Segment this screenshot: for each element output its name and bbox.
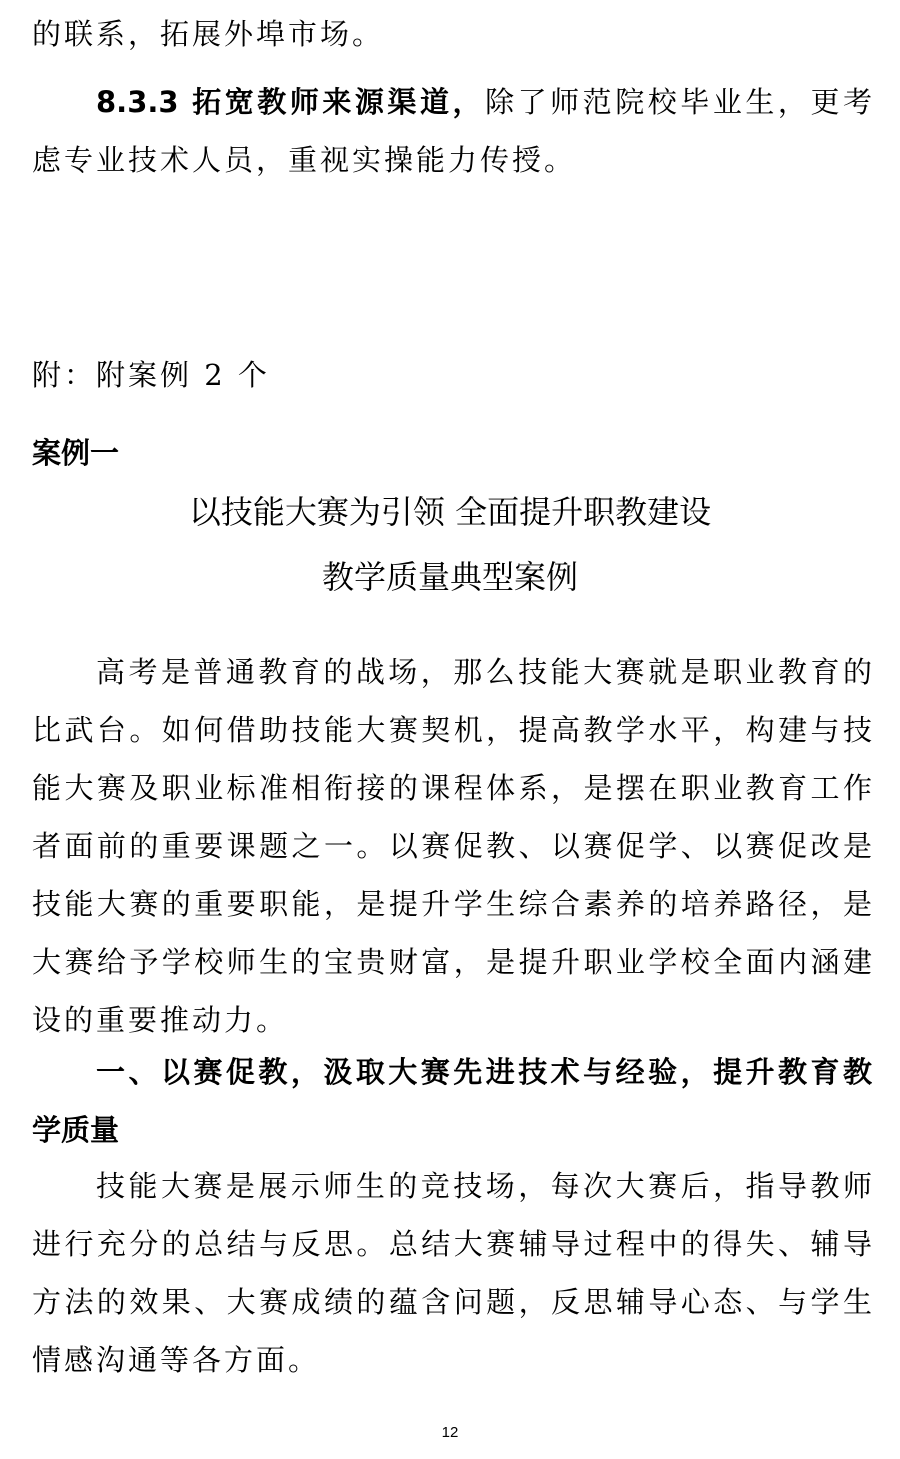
intro-line: 能大赛及职业标准相衔接的课程体系，是摆在职业教育工作	[32, 771, 872, 805]
body-line: 技能大赛是展示师生的竞技场，每次大赛后，指导教师	[96, 1169, 872, 1203]
intro-line: 者面前的重要课题之一。以赛促教、以赛促学、以赛促改是	[32, 829, 872, 863]
intro-line: 大赛给予学校师生的宝贵财富，是提升职业学校全面内涵建	[32, 945, 872, 979]
section-833-line2: 虑专业技术人员，重视实操能力传授。	[32, 143, 577, 177]
intro-line: 设的重要推动力。	[32, 1003, 289, 1037]
body-line: 进行充分的总结与反思。总结大赛辅导过程中的得失、辅导	[32, 1227, 872, 1261]
section-833-heading: 8.3.3 拓宽教师来源渠道，	[96, 85, 486, 119]
body-line: 情感沟通等各方面。	[32, 1343, 321, 1377]
section-heading-one-cont: 学质量	[32, 1113, 120, 1147]
intro-line: 比武台。如何借助技能大赛契机，提高教学水平，构建与技	[32, 713, 872, 747]
section-heading-one: 一、以赛促教，汲取大赛先进技术与经验，提升教育教	[96, 1055, 872, 1089]
body-line: 方法的效果、大赛成绩的蕴含问题，反思辅导心态、与学生	[32, 1285, 872, 1319]
attachment-note: 附：附案例 2 个	[32, 358, 270, 392]
continuation-text: 的联系，拓展外埠市场。	[32, 17, 385, 51]
intro-line: 技能大赛的重要职能，是提升学生综合素养的培养路径，是	[32, 887, 872, 921]
page-number: 12	[441, 1424, 459, 1441]
case-title-line2: 教学质量典型案例	[321, 558, 578, 596]
section-833-text: 除了师范院校毕业生，更考	[485, 85, 872, 119]
section-833-line1	[96, 82, 872, 122]
case-label: 案例一	[32, 436, 120, 470]
intro-line: 高考是普通教育的战场，那么技能大赛就是职业教育的	[96, 655, 872, 689]
case-title-line1: 以技能大赛为引领 全面提升职教建设	[188, 493, 712, 531]
